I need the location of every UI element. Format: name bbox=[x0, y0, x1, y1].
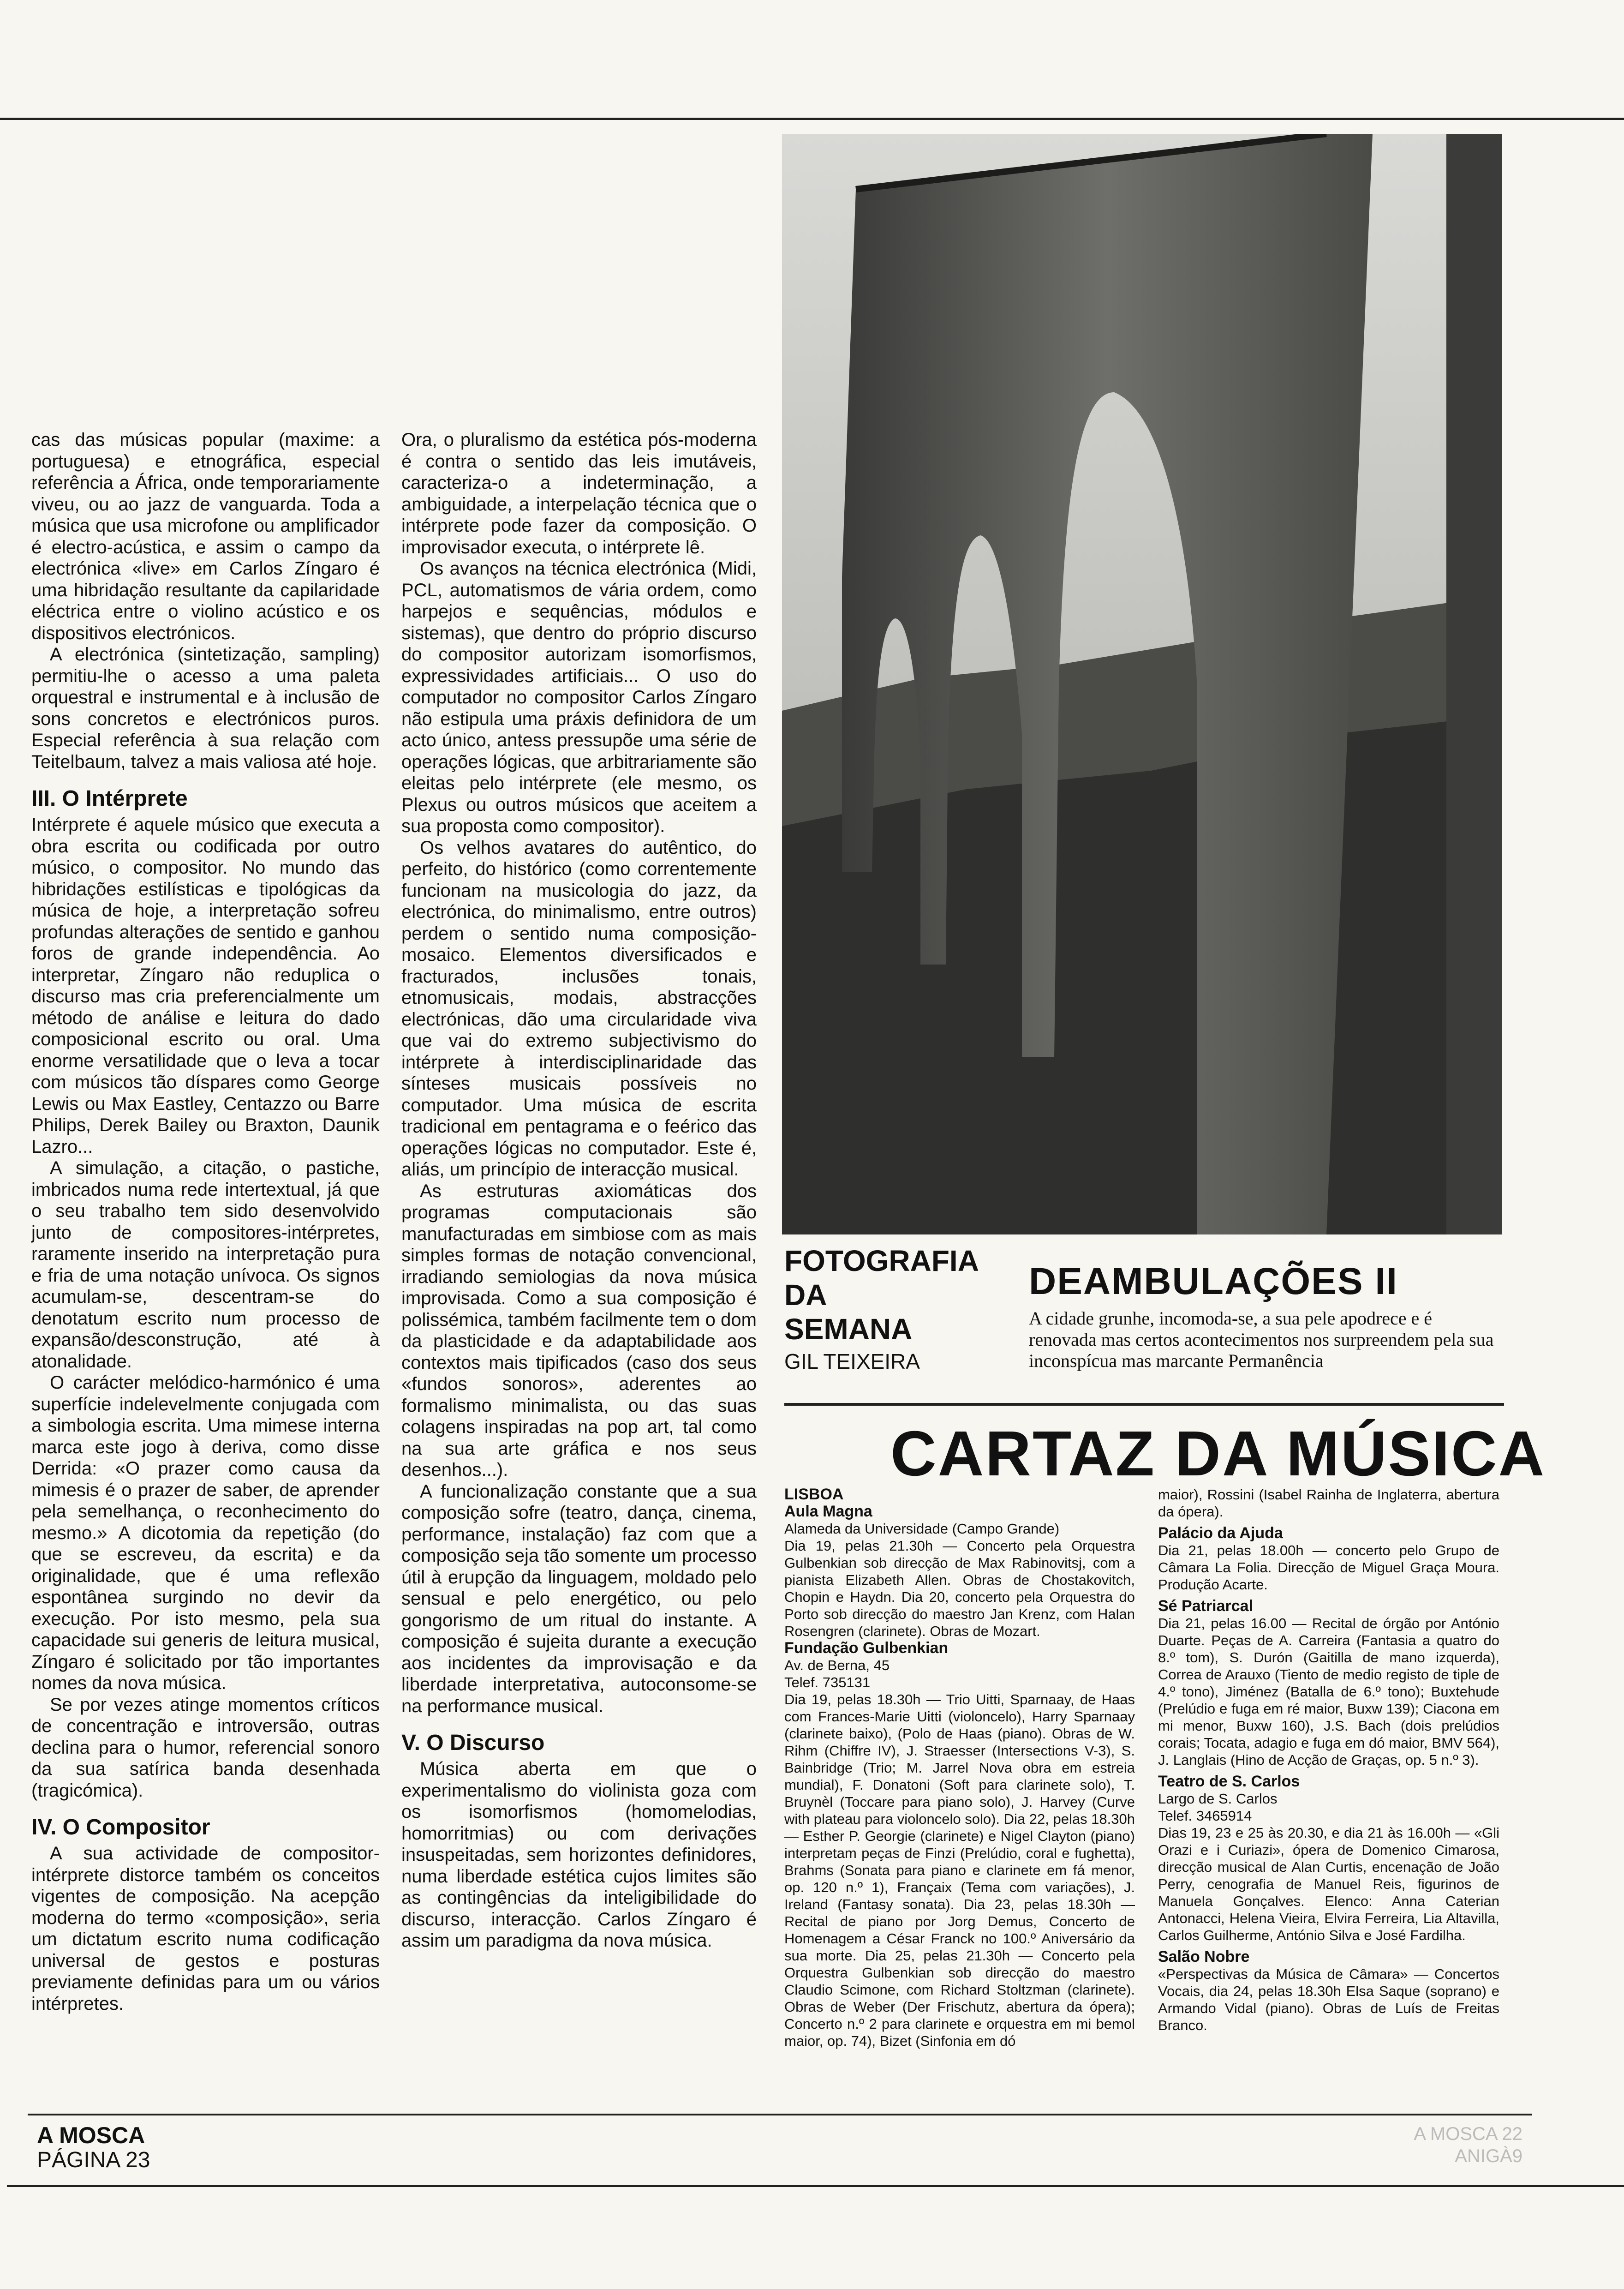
paragraph: Se por vezes atinge momentos críticos de concentração e introversão, outras declina para o humor, referencial sonoro da sua satírica banda desenhada (tragicómica). bbox=[31, 1694, 380, 1801]
venue-name: Fundação Gulbenkian bbox=[784, 1639, 949, 1657]
photo-label bbox=[784, 1244, 1006, 1374]
footer-rule bbox=[28, 2114, 1532, 2115]
listing-text: Dias 19, 23 e 25 às 20.30, e dia 21 às 16.00h — «Gli Orazi e i Curiazi», ópera de Domenico Cimarosa, direcção musical de Alan Curtis, encenação de João Perry, cenografia de Manuel Reis, figurinos de Manuela Gonçalves. Elenco: Anna Caterian Antonacci, Helena Vieira, Elvira Ferreira, Lia Altavilla, Carlos Guilherme, António Silva e José Fardilha. bbox=[1158, 1825, 1499, 1943]
paragraph: A funcionalização constante que a sua composição sofre (teatro, dança, cinema, performance, instalação) faz com que a composição seja tão somente um processo útil à erupção da linguagem, moldado pelo sensual e pelo energético, ou pelo gongorismo de um ritual do instante. A composição é sujeita durante a execução aos incidentes da improvisação e da liberdade interpretativa, autoconsome-se na performance musical. bbox=[401, 1481, 757, 1716]
bottom-rule bbox=[7, 2185, 1624, 2187]
venue-name: Teatro de S. Carlos bbox=[1158, 1773, 1300, 1790]
paragraph: O carácter melódico-harmónico é uma superfície indelevelmente conjugada com a simbologia escrita. Uma mimese interna marca este jogo à deriva, como disse Derrida: «O prazer como causa da mimesis é o prazer de saber, de aprender pela semelhança, o reconhecimento do mesmo.» A dicotomia da repetição (do que se escreveu, da escrita) e da originalidade, que é uma reflexão espontânea surgindo no devir da execução. Por isto mesmo, pela sua capacidade sui generis de leitura musical, Zíngaro é solicitado por tão importantes nomes da nova música. bbox=[31, 1372, 380, 1693]
cartaz-left-column bbox=[784, 1486, 1135, 2049]
city-label: LISBOA bbox=[784, 1486, 844, 1503]
venue-name: Aula Magna bbox=[784, 1503, 872, 1520]
cartaz-right-column bbox=[1158, 1486, 1499, 2034]
listing-text: Dia 21, pelas 18.00h — concerto pelo Grupo de Câmara La Folia. Direcção de Miguel Graça Moura. Produção Acarte. bbox=[1158, 1542, 1499, 1593]
listing-text: maior), Rossini (Isabel Rainha de Inglaterra, abertura da ópera). bbox=[1158, 1486, 1499, 1520]
col1-compositor bbox=[31, 1843, 380, 2014]
venue-address: Alameda da Universidade (Campo Grande) bbox=[784, 1521, 1060, 1537]
venue-name: Palácio da Ajuda bbox=[1158, 1524, 1283, 1542]
show-through-text: A MOSCA 22 ANIGÀ9 bbox=[1414, 2124, 1522, 2166]
paragraph: cas das músicas popular (maxime: a portuguesa) e etnográfica, especial referência a África, onde temporariamente viveu, ou ao jazz de vanguarda. Toda a música que usa microfone ou amplificador é electro-acústica, e assim o campo da electrónica «live» em Carlos Zíngaro é uma hibridação resultante da capilaridade eléctrica entre o violino acústico e os dispositivos electrónicos. bbox=[31, 430, 380, 643]
col2-discurso bbox=[401, 1758, 757, 1952]
paragraph: As estruturas axiomáticas dos programas computacionais são manufacturadas em simbiose com as mais simples formas de notação convencional, irradiando semiologias da nova música improvisada. Como a sua composição é polissémica, também facilmente tem o dom da plasticidade e da adaptabilidade aos contextos mais tipificados (caso dos seus «fundos sonoros», aderentes ao formalismo minimalista, ou das suas colagens inspiradas na pop art, tal como na sua arte gráfica e nos seus desenhos...). bbox=[401, 1180, 757, 1480]
section-heading-discurso: V. O Discurso bbox=[401, 1731, 545, 1755]
listing-text: Dia 19, pelas 21.30h — Concerto pela Orquestra Gulbenkian sob direcção de Max Rabinovitsj, com a pianista Elizabeth Allen. Obras de Chostakovitch, Chopin e Haydn. Dia 20, concerto pela Orquestra do Porto sob direcção do maestro Jan Krenz, com Halan Rosengren (clarinete). Obras de Mozart. bbox=[784, 1538, 1135, 1639]
paragraph: A sua actividade de compositor-intérprete distorce também os conceitos vigentes de composição. Na acepção moderna do termo «composição», seria um dictatum escrito numa codificação universal de gestos e posturas previamente definidas para um ou vários intérpretes. bbox=[31, 1843, 380, 2014]
cartaz-title: CARTAZ DA MÚSICA bbox=[890, 1418, 1546, 1489]
photo-label-line: FOTOGRAFIA bbox=[784, 1244, 979, 1277]
cartaz-top-rule bbox=[784, 1403, 1504, 1406]
aqueduct-photo-image bbox=[782, 134, 1502, 1234]
photo-label-line: DA bbox=[784, 1278, 827, 1312]
photo-author: GIL TEIXEIRA bbox=[784, 1349, 920, 1373]
photo-text: A cidade grunhe, incomoda-se, a sua pele apodrece e é renovada mas certos acontecimentos nos surpreendem pela sua inconspícua mas marcante Permanência bbox=[1029, 1308, 1494, 1371]
paragraph: Intérprete é aquele músico que executa a obra escrita ou codificada por outro músico, o compositor. No mundo das hibridações estilísticas e tipológicas da música de hoje, a interpretação sofreu profundas alterações de sentido e ganhou foros de grande independência. Ao interpretar, Zíngaro não reduplica o discurso mas cria preferencialmente um método de análise e leitura do dado composicional escrito ou oral. Uma enorme versatilidade que o leva a tocar com músicos tão díspares como George Lewis ou Max Eastley, Centazzo ou Barre Philips, Derek Bailey ou Braxton, Daunik Lazro... bbox=[31, 815, 380, 1157]
listing-text: «Perspectivas da Música de Câmara» — Concertos Vocais, dia 24, pelas 18.30h Elsa Saque (soprano) e Armando Vidal (piano). Obras de Luís de Freitas Branco. bbox=[1158, 1966, 1499, 2033]
photo-title: DEAMBULAÇÕES II bbox=[1029, 1260, 1398, 1302]
venue-name: Salão Nobre bbox=[1158, 1948, 1250, 1965]
venue-name: Sé Patriarcal bbox=[1158, 1597, 1254, 1615]
venue-address: Largo de S. Carlos bbox=[1158, 1791, 1278, 1807]
venue-phone: Telef. 3465914 bbox=[1158, 1808, 1252, 1824]
top-rule bbox=[0, 118, 1624, 120]
publication-name: A MOSCA bbox=[37, 2122, 145, 2148]
paragraph: Os avanços na técnica electrónica (Midi, PCL, automatismos de vária ordem, como harpejos e sequências, módulos e sistemas), que dentro do próprio discurso do compositor autorizam isomorfismos, expressividades artificiais... O uso do computador no compositor Carlos Zíngaro não estipula uma práxis definidora de um acto único, antess pressupõe uma série de operações lógicas, que arbitrariamente são eleitas pelo intérprete (ele mesmo, os Plexus ou outros músicos que aceitem a sua proposta como compositor). bbox=[401, 558, 757, 836]
paragraph: Ora, o pluralismo da estética pós-moderna é contra o sentido das leis imutáveis, caracteriza-o a indeterminação, a ambiguidade, a interpelação técnica que o intérprete pode fazer da composição. O improvisador executa, o intérprete lê. bbox=[401, 430, 757, 557]
section-heading-interprete: III. O Intérprete bbox=[31, 786, 188, 811]
photo-label-line: SEMANA bbox=[784, 1312, 913, 1346]
footer-right bbox=[1389, 2123, 1522, 2167]
venue-phone: Telef. 735131 bbox=[784, 1674, 871, 1690]
paragraph: A simulação, a citação, o pastiche, imbricados numa rede intertextual, já que o seu trabalho tem sido desenvolvido junto de compositores-intérpretes, raramente inserido na interpretação pura e fria de uma notação unívoca. Os signos acumulam-se, descentram-se do denotatum escrito num processo de expansão/desconstrução, até à atonalidade. bbox=[31, 1158, 380, 1372]
page-number: PÁGINA 23 bbox=[37, 2148, 150, 2172]
paragraph: A electrónica (sintetização, sampling) permitiu-lhe o acesso a uma paleta orquestral e instrumental e à inclusão de sons concretos e electrónicos puros. Especial referência à sua relação com Teitelbaum, talvez a mais valiosa até hoje. bbox=[31, 644, 380, 772]
col1-interprete bbox=[31, 814, 380, 1801]
paragraph: Música aberta em que o experimentalismo do violinista goza com os isomorfismos (homomelodias, homorritmias) ou com derivações insuspeitadas, sem horizontes definidores, numa liberdade estética cujos limites são as contingências da inteligibilidade do discurso, interacção. Carlos Zíngaro é assim um paradigma da nova música. bbox=[401, 1759, 757, 1951]
listing-text: Dia 19, pelas 18.30h — Trio Uitti, Sparnaay, de Haas com Frances-Marie Uitti (violoncelo), Harry Sparnaay (clarinete baixo), (Polo de Haas (piano). Obras de W. Rihm (Chiffre IV), J. Straesser (Intersections V-3), S. Bainbridge (Trio; M. Jarrel Nova obra em estreia mundial), F. Donatoni (Soft para clarinete solo), T. Bruynèl (Toccare para piano solo), J. Harvey (Curve with plateau para violoncelo solo). Dia 22, pelas 18.30h — Esther P. Georgie (clarinete) e Nigel Clayton (piano) interpretam peças de Finzi (Prelúdio, coral e fughetta), Brahms (Sonata para piano e clarinete em fá menor, op. 120 n.º 1), Françaix (Tema com variações), J. Ireland (Fantasy sonata). Dia 23, pelas 18.30h — Recital de piano por Jorg Demus, Concerto de Homenagem a César Franck no 100.º Aniversário da sua morte. Dia 25, pelas 21.30h — Concerto pela Orquestra Gulbenkian sob direcção do maestro Claudio Scimone, com Richard Stoltzman (clarinete). Obras de Weber (Der Frischutz, abertura da ópera); Concerto n.º 2 para clarinete e orquestra em mi bemol maior, op. 74), Bizet (Sinfonia em dó bbox=[784, 1691, 1135, 2049]
paragraph: Os velhos avatares do autêntico, do perfeito, do histórico (como correntemente funcionam na musicologia do jazz, da electrónica, do minimalismo, entre outros) perdem o sentido numa composição-mosaico. Elementos diversificados e fracturados, inclusões tonais, etnomusicais, modais, abstracções electrónicas, dão uma circularidade viva que vai do extremo subjectivismo do intérprete à interdisciplinaridade das sínteses musicais possíveis no computador. Uma música de escrita tradicional em pentagrama e o feérico das operações lógicas no computador. Este é, aliás, um princípio de interacção musical. bbox=[401, 837, 757, 1180]
section-heading-compositor: IV. O Compositor bbox=[31, 1815, 210, 1840]
listing-text: Dia 21, pelas 16.00 — Recital de órgão por António Duarte. Peças de A. Carreira (Fantasia a quatro do 8.º tom), S. Durón (Gaitilla de mano izquerda), Correa de Arauxo (Tiento de medio registo de tiple de 4.º tono), Jiménez (Batalla de 6.º tono); Buxtehude (Prelúdio e fuga em ré maior, Buxw 139); Ciacona em mi menor, Buxw 160), J.S. Bach (dois prelúdios corais; Tocata, adagio e fuga em dó maior, BMV 564), J. Langlais (Hino de Acção de Graças, op. 5 n.º 3). bbox=[1158, 1615, 1499, 1768]
aqueduct-photo bbox=[782, 134, 1502, 1234]
footer-left bbox=[37, 2123, 150, 2173]
col1-intro bbox=[31, 429, 380, 773]
col2-main bbox=[401, 429, 757, 1717]
article-column-2 bbox=[401, 429, 757, 1952]
photo-feature bbox=[1029, 1260, 1495, 1372]
venue-address: Av. de Berna, 45 bbox=[784, 1657, 890, 1673]
article-column-1 bbox=[31, 429, 380, 2014]
